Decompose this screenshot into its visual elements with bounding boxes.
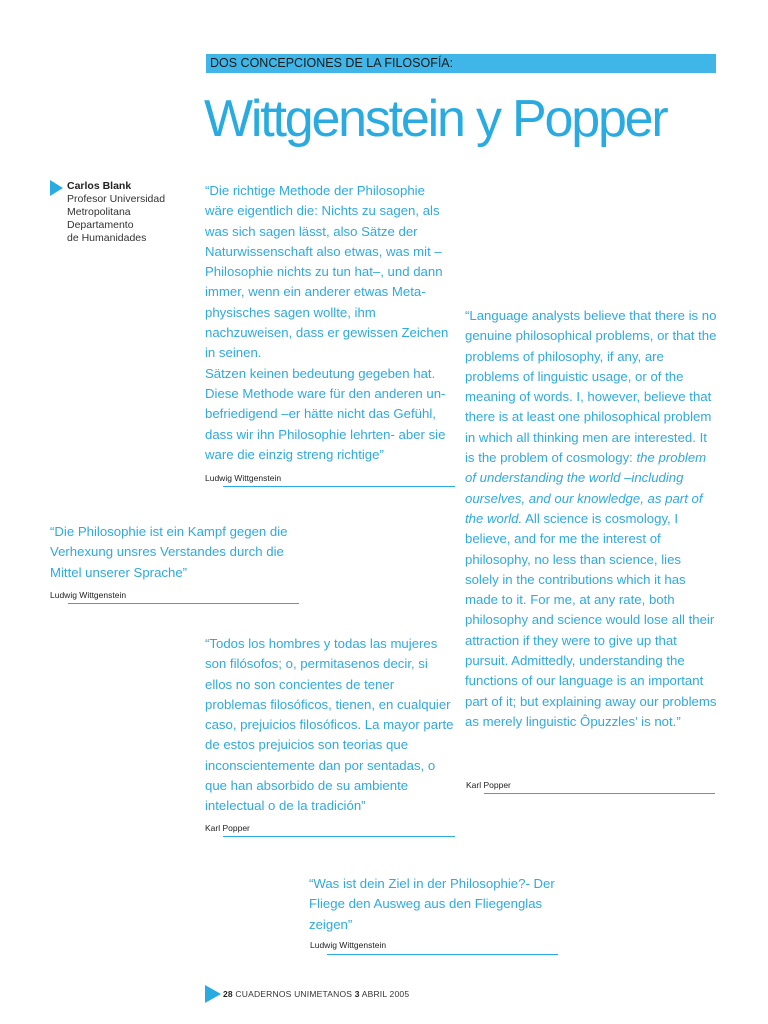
quote-text: Sätzen keinen bedeutung gegeben hat. Diese Methode ware für den anderen un-befriedigend –er hätte nicht das Gefühl, dass wir ihn Philosophie lehrten- aber sie ware die einzig streng richtige” xyxy=(205,365,446,462)
page-footer xyxy=(223,989,409,999)
attribution-rule xyxy=(223,836,455,837)
attribution-rule xyxy=(223,486,455,487)
quote-wittgenstein-method xyxy=(205,181,455,465)
author-affiliation-line: Departamento xyxy=(67,219,134,231)
quote-text: “Todos los hombres y todas las mujeres son filósofos; o, permitasenos decir, si ellos no son concientes de tener problemas filosóficos, tienen, en cualquier caso, prejuicios filosóficos. La mayor parte de estos prejuicios son teorias que inconscientemente dan por sentadas, o que han absorbido de su ambiente intelectual o de la tradición” xyxy=(205,636,454,814)
quote-popper-filosofos xyxy=(205,634,457,817)
journal-name: CUADERNOS UNIMETANOS xyxy=(235,989,353,999)
quote-text: “Was ist dein Ziel in der Philosophie?- Der Fliege den Ausweg aus den Fliegenglas zeigen” xyxy=(309,876,555,932)
quote-text: “Die richtige Methode der Philosophie wäre eigentlich die: Nichts zu sagen, als was sich sagen lässt, also Sätze der Naturwissenschaft also etwas, was mit – Philosophie nichts zu tun hat–, und dann immer, wenn ein anderer etwas Meta-physisches sagen wollte, ihm nachzuweisen, dass er gewissen Zeichen in seinen. xyxy=(205,183,449,361)
attribution-rule xyxy=(327,954,558,955)
quote-popper-language-analysts xyxy=(465,306,717,732)
footer-marker-icon xyxy=(205,985,221,1003)
author-affiliation-line: de Humanidades xyxy=(67,232,147,244)
author-affiliation-line: Profesor Universidad xyxy=(67,193,166,205)
author-name: Carlos Blank xyxy=(67,180,132,192)
quote-attribution: Ludwig Wittgenstein xyxy=(310,940,387,950)
quote-emphasis: the problem of understanding the world –including ourselves, and our knowledge, as part of the world. xyxy=(465,450,707,526)
issue-date: ABRIL 2005 xyxy=(361,989,410,999)
quote-wittgenstein-language xyxy=(50,522,310,583)
quote-attribution: Ludwig Wittgenstein xyxy=(205,473,282,483)
quote-attribution: Karl Popper xyxy=(466,780,511,790)
page-number: 28 xyxy=(223,989,233,999)
issue-number: 3 xyxy=(354,989,360,999)
quote-attribution: Ludwig Wittgenstein xyxy=(50,590,127,600)
page-title: Wittgenstein y Popper xyxy=(204,90,667,148)
quote-attribution: Karl Popper xyxy=(205,823,250,833)
quote-text: All science is cosmology, I believe, and for me the interest of philosophy, no less than science, lies solely in the contributions which it has made to it. For me, at any rate, both philosophy and science would lose all their attraction if they were to give up that pursuit. Admittedly, understanding the functions of our language is an important part of it; but explaining away our problems as merely linguistic Ôpuzzles’ is not.” xyxy=(465,510,717,729)
quote-text: “Die Philosophie ist ein Kampf gegen die Verhexung unsres Verstandes durch die Mittel unserer Sprache” xyxy=(50,524,288,580)
quote-text: “Language analysts believe that there is no genuine philosophical problems, or that the problems of philosophy, if any, are problems of linguistic usage, or of the meaning of words. I, however, believe that there is at least one philosophical problem in which all thinking men are interested. It is the problem of cosmology: xyxy=(465,308,717,466)
author-byline xyxy=(67,180,165,245)
author-marker-icon xyxy=(50,180,63,196)
author-affiliation-line: Metropolitana xyxy=(67,206,131,218)
attribution-rule xyxy=(484,793,715,794)
section-kicker: DOS CONCEPCIONES DE LA FILOSOFÍA: xyxy=(206,54,716,73)
attribution-rule xyxy=(68,603,299,604)
quote-wittgenstein-fly xyxy=(309,874,571,935)
